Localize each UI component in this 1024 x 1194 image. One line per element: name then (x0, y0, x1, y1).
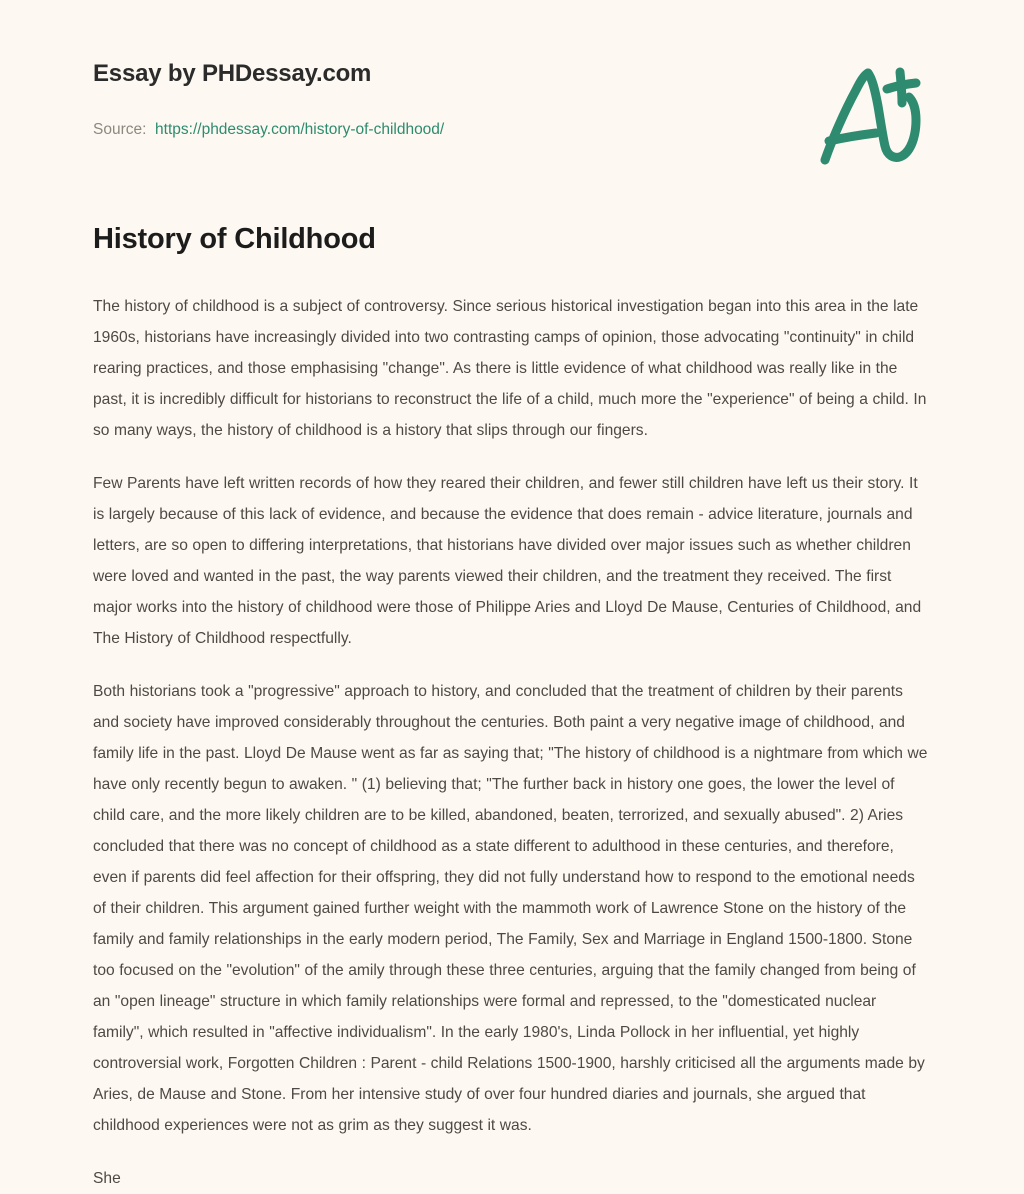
source-line (93, 121, 444, 140)
paragraph: Few Parents have left written records of how they reared their children, and fewer still children have left us their story. It is largely because of this lack of evidence, and because the evidence that does remain - advice literature, journals and letters, are so open to differing interpretations, that historians have divided over major issues such as whether children were loved and wanted in the past, the way parents viewed their children, and the treatment they received. The first major works into the history of childhood were those of Philippe Aries and Lloyd De Mause, Centuries of Childhood, and The History of Childhood respectfully. (93, 474, 922, 647)
page-title: History of Childhood (93, 223, 376, 255)
brand-title: Essay by PHDessay.com (93, 60, 372, 87)
source-label: Source: (93, 121, 147, 138)
paragraph: The history of childhood is a subject of controversy. Since serious historical investigation began into this area in the late 1960s, historians have increasingly divided into two contrasting camps of opinion, those advocating "continuity" in child rearing practices, and those emphasising "change". As there is little evidence of what childhood was really like in the past, it is incredibly difficult for historians to reconstruct the life of a child, much more the "experience" of being a child. In so many ways, the history of childhood is a history that slips through our fingers. (93, 297, 927, 439)
a-plus-logo-icon (812, 62, 928, 166)
source-url-link[interactable]: https://phdessay.com/history-of-childhood/ (155, 121, 445, 138)
article-body (93, 222, 931, 1194)
page-header (0, 0, 1024, 190)
paragraph: Both historians took a "progressive" approach to history, and concluded that the treatment of children by their parents and society have improved considerably throughout the centuries. Both paint a very negative image of childhood, and family life in the past. Lloyd De Mause went as far as saying that; "The history of childhood is a nightmare from which we have only recently begun to awaken. " (1) believing that; "The further back in history one goes, the lower the level of child care, and the more likely children are to be killed, abandoned, beaten, terrorized, and sexually abused". 2) Aries concluded that there was no concept of childhood as a state different to adulthood in these centuries, and therefore, even if parents did feel affection for their offspring, they did not fully understand how to respond to the emotional needs of their children. This argument gained further weight with the mammoth work of Lawrence Stone on the history of the family and family relationships in the early modern period, The Family, Sex and Marriage in England 1500-1800. Stone too focused on the "evolution" of the amily through these three centuries, arguing that the family changed from being of an "open lineage" structure in which family relationships were formal and repressed, to the "domesticated nuclear family", which resulted in "affective individualism". In the early 1980's, Linda Pollock in her influential, yet highly controversial work, Forgotten Children : Parent - child Relations 1500-1900, harshly criticised all the arguments made by Aries, de Mause and Stone. From her intensive study of over four hundred diaries and journals, she argued that childhood experiences were not as grim as they suggest it was. (93, 682, 928, 1134)
paragraph: She (93, 1169, 121, 1187)
a-plus-logo-svg (812, 62, 928, 166)
